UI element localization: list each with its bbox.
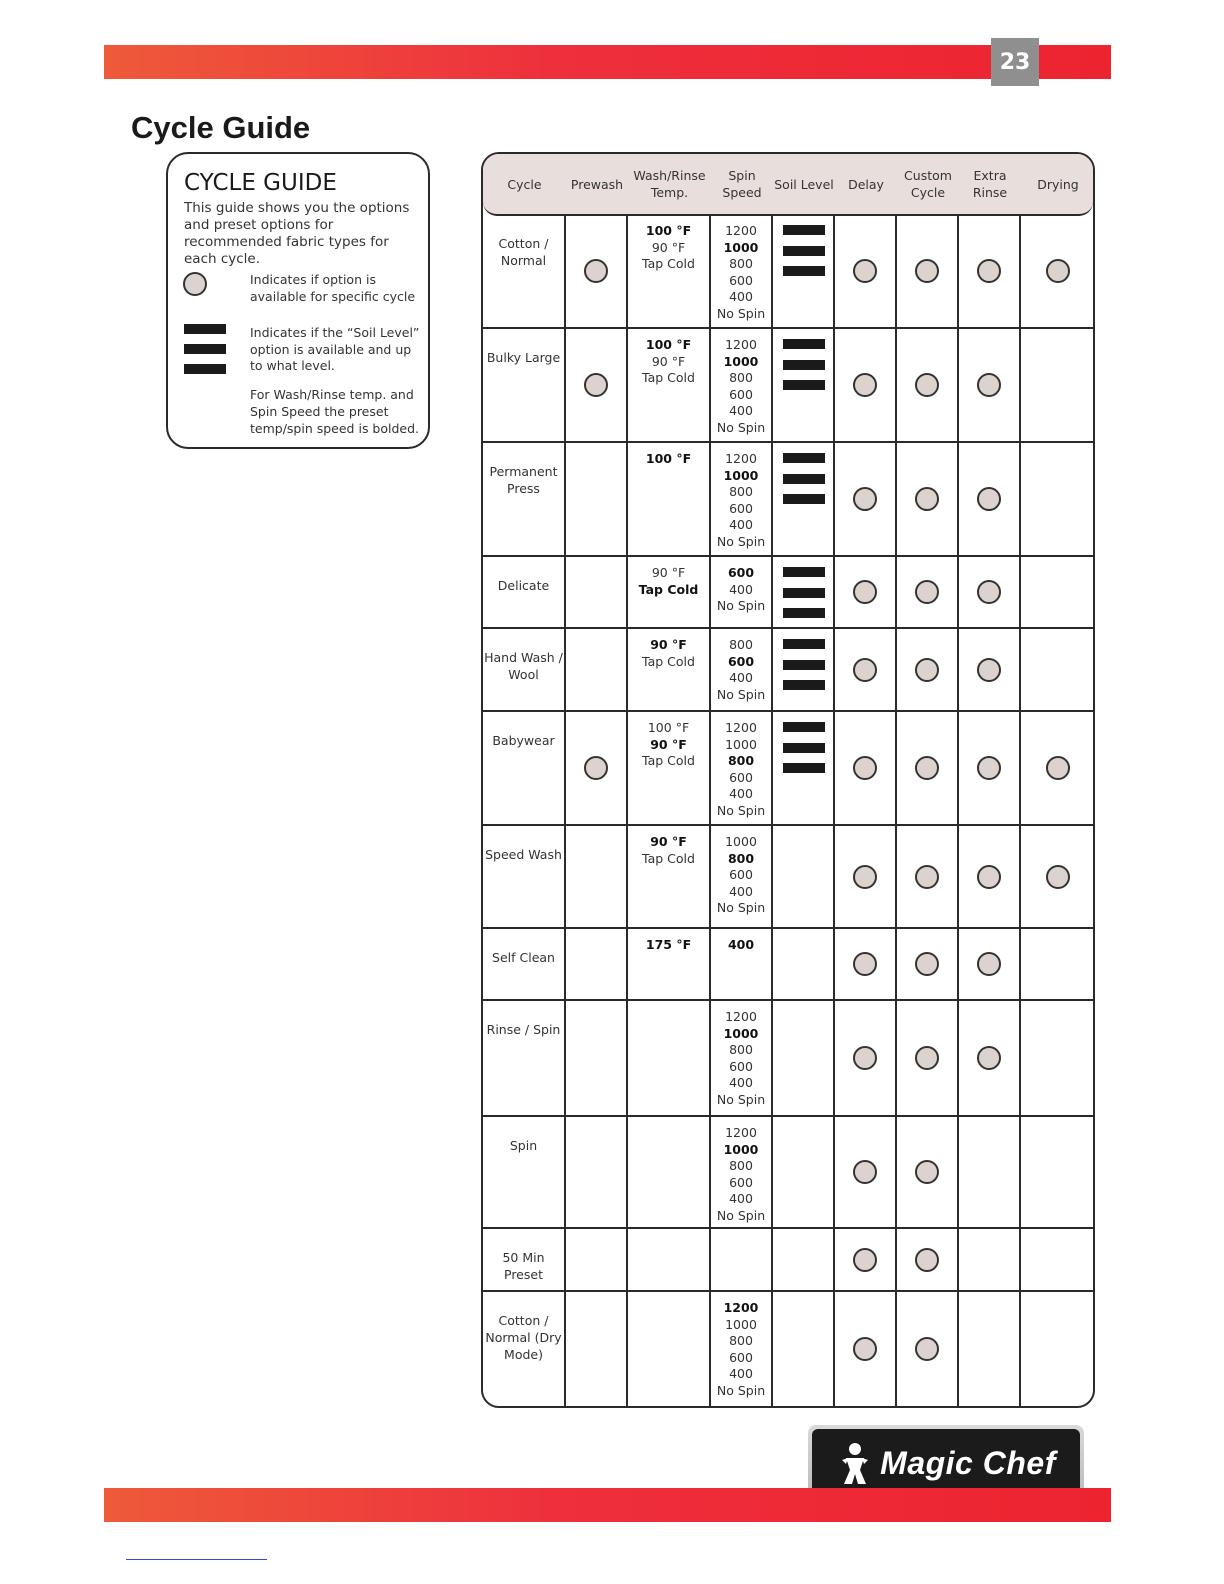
soil-level-bars-icon [783,453,825,515]
table-row [483,1292,1093,1406]
legend-title: CYCLE GUIDE [184,170,337,196]
option-circle-icon [853,580,877,604]
table-cell [897,929,959,999]
table-cell [773,712,835,824]
table-cell [959,443,1021,555]
temp-value: 90 °F [651,565,686,580]
spin-value: 1200 [725,451,757,466]
table-cell [773,215,835,327]
spin-value: 600 [729,272,753,288]
table-cell [773,1001,835,1115]
table-cell [711,629,773,710]
cycle-name: Speed Wash [485,847,562,862]
spin-value: 1200 [723,1300,759,1315]
table-cell [1021,443,1095,555]
table-row [483,712,1093,826]
table-row [483,215,1093,329]
spin-value: 800 [729,1333,753,1349]
cycle-name: Cotton / Normal (Dry Mode) [485,1313,562,1362]
table-cell [711,329,773,441]
table-row [483,1001,1093,1117]
table-cell [483,712,566,824]
header-cell: Soil Level [774,176,834,192]
spin-value: No Spin [716,419,766,435]
temp-value: 90 °F [651,353,686,369]
soil-level-bars-icon [783,339,825,401]
spin-value: 800 [729,1158,753,1174]
option-circle-icon [853,865,877,889]
top-red-bar [104,45,1111,79]
table-cell [1021,557,1095,627]
spin-value: 400 [727,937,755,952]
soil-level-bars-icon [783,722,825,784]
spin-value: 800 [729,256,753,272]
option-circle-icon [853,373,877,397]
spin-value: 1000 [723,239,759,255]
table-cell [959,1001,1021,1115]
option-circle-icon [977,756,1001,780]
table-cell [773,1292,835,1406]
table-cell [1021,215,1095,327]
temp-value: 100 °F [645,451,692,466]
cycle-name: Cotton / Normal [498,236,549,268]
spin-value: 400 [729,517,753,533]
table-cell [773,443,835,555]
table-cell [835,929,897,999]
table-cell [959,329,1021,441]
temp-value: Tap Cold [638,581,699,597]
option-circle-icon [977,487,1001,511]
table-cell [566,215,628,327]
table-cell [566,1117,628,1227]
temp-value: Tap Cold [642,653,695,669]
temp-value: 100 °F [647,720,690,735]
table-cell [897,712,959,824]
option-circle-icon [915,865,939,889]
spin-value: 800 [727,753,755,769]
cycle-name: Hand Wash / Wool [484,650,563,682]
table-cell [628,557,711,627]
page-number: 23 [991,38,1039,86]
table-cell [628,1117,711,1227]
spin-value: No Spin [716,1382,766,1398]
temp-value: 90 °F [650,736,687,752]
spin-value: 1000 [723,1141,759,1157]
spin-value: No Spin [716,900,766,916]
option-circle-icon [853,952,877,976]
table-cell [483,1001,566,1115]
table-cell [628,443,711,555]
spin-value: 1200 [725,720,757,735]
soil-level-bars-icon [783,639,825,701]
spin-value: 800 [727,850,755,866]
legend-bold-text: For Wash/Rinse temp. and Spin Speed the preset temp/spin speed is bolded. [250,387,420,436]
option-circle-icon [977,1046,1001,1070]
spin-value: No Spin [716,598,766,614]
table-cell [566,443,628,555]
table-cell [566,1001,628,1115]
spin-value: 1000 [723,1025,759,1041]
table-cell [483,1229,566,1290]
table-cell [773,1117,835,1227]
header-cell: Cycle [507,176,542,192]
table-cell [483,557,566,627]
table-cell [773,929,835,999]
table-cell [566,629,628,710]
table-cell [711,557,773,627]
table-row [483,443,1093,557]
table-cell [897,1292,959,1406]
spin-value: 400 [729,1191,753,1207]
option-circle-icon [915,1248,939,1272]
table-cell [566,929,628,999]
table-cell [897,1229,959,1290]
chef-icon [836,1440,874,1486]
spin-value: No Spin [716,802,766,818]
option-circle-icon [584,259,608,283]
table-cell [897,826,959,927]
soil-level-bars-icon [184,324,226,384]
spin-value: 800 [729,637,753,652]
table-cell [835,629,897,710]
option-circle-icon [584,373,608,397]
temp-value: 90 °F [650,834,687,849]
table-row [483,929,1093,1001]
cycle-name: Delicate [497,578,550,593]
option-circle-icon [853,1160,877,1184]
temp-value: 100 °F [645,337,692,352]
header-cell: Wash/Rinse Temp. [633,168,706,200]
spin-value: 600 [729,1174,753,1190]
table-cell [1021,712,1095,824]
table-cell [1021,1001,1095,1115]
table-row [483,1229,1093,1292]
header-cell: Custom Cycle [904,168,952,200]
table-cell [628,215,711,327]
table-cell [711,215,773,327]
table-cell [628,826,711,927]
table-cell [835,443,897,555]
temp-value: Tap Cold [642,850,695,866]
table-cell [897,1117,959,1227]
option-circle-icon [915,1160,939,1184]
option-circle-icon [977,373,1001,397]
option-circle-icon [915,373,939,397]
table-cell [835,712,897,824]
table-cell [897,629,959,710]
table-cell [897,557,959,627]
spin-value: 1200 [725,1009,757,1024]
temp-value: Tap Cold [642,256,695,272]
brand-name: Magic Chef [880,1444,1056,1481]
temp-value: 100 °F [645,223,692,238]
table-cell [1021,929,1095,999]
cycle-name: 50 Min Preset [502,1250,545,1282]
spin-value: 1000 [725,736,757,752]
table-cell [959,712,1021,824]
spin-value: 1000 [723,353,759,369]
spin-value: 600 [727,565,755,580]
table-cell [959,1117,1021,1227]
spin-value: No Spin [716,686,766,702]
spin-value: 600 [729,386,753,402]
option-circle-icon [977,658,1001,682]
option-circle-icon [183,272,207,296]
table-cell [711,1229,773,1290]
option-circle-icon [853,1337,877,1361]
table-cell [483,329,566,441]
table-cell [483,826,566,927]
option-circle-icon [977,259,1001,283]
option-circle-icon [915,580,939,604]
option-circle-icon [584,756,608,780]
option-circle-icon [853,259,877,283]
temp-value: 90 °F [651,239,686,255]
cycle-name: Babywear [492,733,555,748]
table-cell [897,443,959,555]
table-row [483,629,1093,712]
cycle-name: Permanent Press [489,464,558,496]
cycle-table [481,152,1095,1408]
table-cell [835,1001,897,1115]
table-cell [711,443,773,555]
table-cell [566,557,628,627]
spin-value: 600 [729,867,753,883]
table-cell [959,1229,1021,1290]
spin-value: 800 [729,1042,753,1058]
temp-value: Tap Cold [642,370,695,386]
option-circle-icon [977,865,1001,889]
option-circle-icon [853,1248,877,1272]
table-row [483,329,1093,443]
spin-value: 800 [729,484,753,500]
table-cell [773,557,835,627]
table-cell [835,1229,897,1290]
table-cell [628,1229,711,1290]
table-row [483,557,1093,629]
spin-value: 1200 [725,337,757,352]
table-cell [566,1229,628,1290]
spin-value: 400 [729,403,753,419]
table-cell [773,1229,835,1290]
table-cell [628,929,711,999]
table-cell [835,1292,897,1406]
temp-value: Tap Cold [642,753,695,769]
table-row [483,1117,1093,1229]
legend-description: This guide shows you the options and preset options for recommended fabric types for each cycle. [184,200,410,267]
spin-value: 1000 [723,467,759,483]
table-cell [711,712,773,824]
spin-value: 600 [729,1058,753,1074]
spin-value: 400 [729,289,753,305]
table-cell [835,557,897,627]
table-cell [897,215,959,327]
option-circle-icon [915,1337,939,1361]
table-cell [835,329,897,441]
table-cell [628,1001,711,1115]
option-circle-icon [853,658,877,682]
header-cell: Drying [1037,176,1079,192]
table-cell [1021,1229,1095,1290]
soil-level-bars-icon [783,567,825,629]
table-cell [483,215,566,327]
option-circle-icon [915,1046,939,1070]
table-cell [1021,1292,1095,1406]
option-circle-icon [915,259,939,283]
spin-value: No Spin [716,533,766,549]
cycle-name: Bulky Large [486,350,561,365]
option-circle-icon [915,756,939,780]
spin-value: 400 [729,1075,753,1091]
spin-value: 600 [729,769,753,785]
table-cell [628,629,711,710]
cycle-name: Rinse / Spin [486,1022,561,1037]
temp-value: 90 °F [650,637,687,652]
spin-value: No Spin [716,1091,766,1107]
soil-level-bars-icon [783,225,825,287]
table-cell [835,826,897,927]
spin-value: No Spin [716,305,766,321]
temp-value: 175 °F [645,937,692,952]
spin-value: 400 [729,786,753,802]
header-cell: Delay [848,176,884,192]
option-circle-icon [915,487,939,511]
option-circle-icon [915,952,939,976]
table-cell [959,929,1021,999]
table-cell [1021,826,1095,927]
table-cell [959,1292,1021,1406]
option-circle-icon [1046,865,1070,889]
table-cell [897,1001,959,1115]
table-cell [566,712,628,824]
option-circle-icon [853,1046,877,1070]
table-cell [773,629,835,710]
option-circle-icon [853,756,877,780]
spin-value: 600 [729,1349,753,1365]
table-cell [773,826,835,927]
spin-value: 600 [727,653,755,669]
option-circle-icon [1046,259,1070,283]
spin-value: 600 [729,500,753,516]
header-cell: Extra Rinse [972,168,1008,200]
header-cell: Spin Speed [722,168,762,200]
table-cell [628,712,711,824]
cycle-name: Spin [509,1138,538,1153]
table-cell [566,1292,628,1406]
spin-value: 400 [729,581,753,597]
table-cell [1021,629,1095,710]
table-cell [483,1292,566,1406]
table-row [483,826,1093,929]
table-cell [483,1117,566,1227]
option-circle-icon [915,658,939,682]
legend-box [166,152,430,449]
spin-value: 1200 [725,223,757,238]
bottom-red-bar [104,1488,1111,1522]
page-title: Cycle Guide [131,110,311,145]
table-cell [483,929,566,999]
table-cell [835,215,897,327]
spin-value: 1000 [725,1316,757,1332]
legend-bars-text: Indicates if the “Soil Level” option is available and up to what level. [250,325,420,373]
table-cell [959,215,1021,327]
spin-value: No Spin [716,1207,766,1223]
spin-value: 400 [729,1366,753,1382]
footer-line [126,1559,267,1560]
cycle-name: Self Clean [492,950,555,965]
legend-circle-text: Indicates if option is available for specific cycle [250,272,416,304]
table-cell [711,1001,773,1115]
table-cell [483,443,566,555]
table-cell [711,1292,773,1406]
table-cell [628,1292,711,1406]
table-cell [1021,329,1095,441]
header-cell: Prewash [570,176,624,192]
option-circle-icon [853,487,877,511]
spin-value: 800 [729,370,753,386]
spin-value: 400 [729,670,753,686]
table-cell [483,629,566,710]
table-cell [566,329,628,441]
table-cell [628,329,711,441]
table-cell [711,826,773,927]
table-header [483,154,1093,216]
table-cell [1021,1117,1095,1227]
table-cell [897,329,959,441]
option-circle-icon [977,952,1001,976]
spin-value: 1000 [725,834,757,849]
table-cell [773,329,835,441]
spin-value: 1200 [725,1125,757,1140]
table-cell [959,557,1021,627]
table-cell [835,1117,897,1227]
option-circle-icon [977,580,1001,604]
table-cell [711,929,773,999]
table-cell [711,1117,773,1227]
table-cell [959,629,1021,710]
table-cell [566,826,628,927]
table-cell [959,826,1021,927]
option-circle-icon [1046,756,1070,780]
spin-value: 400 [729,883,753,899]
